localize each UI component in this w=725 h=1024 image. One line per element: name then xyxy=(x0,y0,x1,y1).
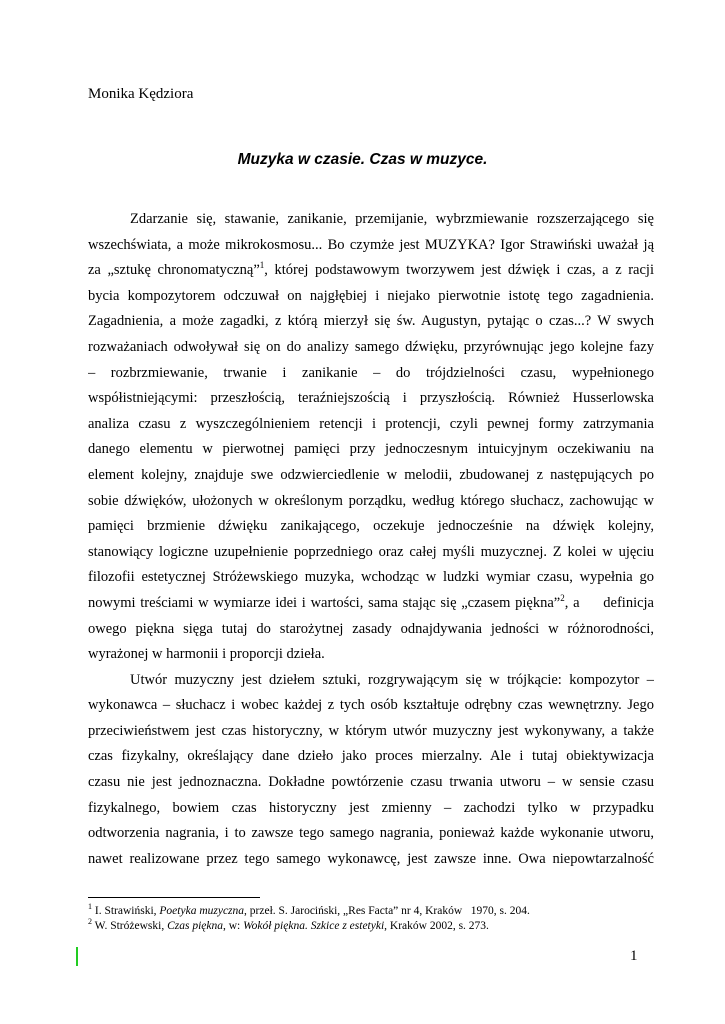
body-line xyxy=(88,258,654,284)
body-line: nawet realizowane przez tego samego wykonawcę, jest zawsze inne. Owa niepowtarzalność xyxy=(88,850,654,867)
body-line: element kolejny, znajduje swe odzwierciedlenie w melodii, zbudowanej z następujących po xyxy=(88,466,654,483)
footnote-text: I. Strawiński, xyxy=(92,905,160,917)
text-span: nowymi treściami w wymiarze idei i wartości, sama stając się „czasem piękna” xyxy=(88,594,561,611)
body-line: czas fizykalny, określający dane dzieło jako proces mierzalny. Ale i tutaj obiektywizacja xyxy=(88,748,654,765)
margin-change-marker xyxy=(76,947,78,966)
document-title: Muzyka w czasie. Czas w muzyce. xyxy=(237,151,488,168)
body-line: współistniejącymi: przeszłością, teraźniejszością i przyszłością. Również Husserlowska xyxy=(88,390,654,407)
footnotes xyxy=(88,904,654,934)
text-span: , a definicja xyxy=(564,594,654,611)
body-line: owego piękna sięga tutaj do starożytnej zasady odnajdywania jedności w różnorodności, xyxy=(88,620,654,637)
text-span: , której podstawowym tworzywem jest dźwięk i czas, a z racji xyxy=(264,262,654,279)
footnote-italic: Czas piękna xyxy=(167,920,223,932)
body-line: odtworzenia nagrania, i to zawsze tego samego nagrania, ponieważ każde wykonanie utworu, xyxy=(88,825,654,842)
body-line: filozofii estetycznej Stróżewskiego muzyka, wchodząc w ludzki wymiar czasu, wypełnia go xyxy=(88,569,654,586)
footnote-number: 2 xyxy=(88,917,92,927)
body-line: pamięci brzmienie dźwięku zanikającego, oczekuje jednocześnie na dźwięk kolejny, xyxy=(88,518,654,535)
footnote-1 xyxy=(88,904,654,919)
body-line: wszechświata, a może mikrokosmosu... Bo czymże jest MUZYKA? Igor Strawiński uważał ją xyxy=(88,236,654,253)
footnote-text: , przeł. S. Jarociński, „Res Facta” nr 4, Kraków 1970, s. 204. xyxy=(244,905,530,917)
text-span: za „sztukę chronomatyczną” xyxy=(88,262,260,279)
body-line: wykonawca – słuchacz i wobec każdej z tych osób kształtuje odrębny czas wewnętrzny. Jego xyxy=(88,697,654,714)
footnote-text: W. Stróżewski, xyxy=(92,920,168,932)
body-line: – rozbrzmiewanie, trwanie i zanikanie – do trójdzielności czasu, wypełnionego xyxy=(88,364,654,381)
footnote-number: 1 xyxy=(88,902,92,912)
footnote-separator xyxy=(88,897,260,898)
body-line: stanowiący logiczne uzupełnienie poprzedniego oraz całej myśli muzycznej. Z kolei w ujęciu xyxy=(88,543,654,560)
body-line: rozważaniach odwoływał się on do analizy samego dźwięku, przyrównując jego kolejne fazy xyxy=(88,338,654,355)
footnote-2 xyxy=(88,919,654,934)
footnote-ref-1: 1 xyxy=(259,260,265,271)
footnote-italic: Poetyka muzyczna xyxy=(159,905,245,917)
body-line: Zdarzanie się, stawanie, zanikanie, przemijanie, wybrzmiewanie rozszerzającego się xyxy=(130,211,654,227)
body-text xyxy=(88,207,654,872)
footnote-ref-2: 2 xyxy=(560,593,565,604)
body-line: sobie dźwięków, ułożonych w określonym porządku, według którego słuchacz, zachowując w xyxy=(88,492,654,509)
body-line: Zagadnienia, a może zagadki, z którą mierzył się św. Augustyn, pytając o czas...? W swych xyxy=(88,313,654,330)
footnote-italic: Wokół piękna. Szkice z estetyki xyxy=(243,920,385,932)
body-line: Utwór muzyczny jest dziełem sztuki, rozgrywającym się w trójkącie: kompozytor – xyxy=(130,671,654,688)
body-line: analiza czasu z wyszczególnieniem retencji i protencji, czyli pewnej formy zatrzymania xyxy=(88,415,654,432)
footnote-text: , Kraków 2002, s. 273. xyxy=(384,920,489,932)
body-line: fizykalnego, bowiem czas historyczny jest zmienny – zachodzi tylko w przypadku xyxy=(88,799,654,816)
body-line: przeciwieństwem jest czas historyczny, w którym utwór muzyczny jest wykonywany, a także xyxy=(88,722,654,739)
page-number: 1 xyxy=(630,948,638,964)
body-line xyxy=(88,591,654,617)
body-line: bycia kompozytorem odczuwał on najgłębiej i niejako pierwotnie istotę tego zagadnienia. xyxy=(88,287,654,304)
body-line: danego elementu w pierwotnej pamięci przy jednoczesnym intuicyjnym oczekiwaniu na xyxy=(88,441,654,458)
body-line: wyrażonej w harmonii i proporcji dzieła. xyxy=(88,646,325,663)
body-line: czasu nie jest jednoznaczna. Dokładne powtórzenie czasu trwania utworu – w sensie czasu xyxy=(88,774,654,791)
footnote-text: , w: xyxy=(222,920,244,932)
author-name: Monika Kędziora xyxy=(88,86,194,102)
